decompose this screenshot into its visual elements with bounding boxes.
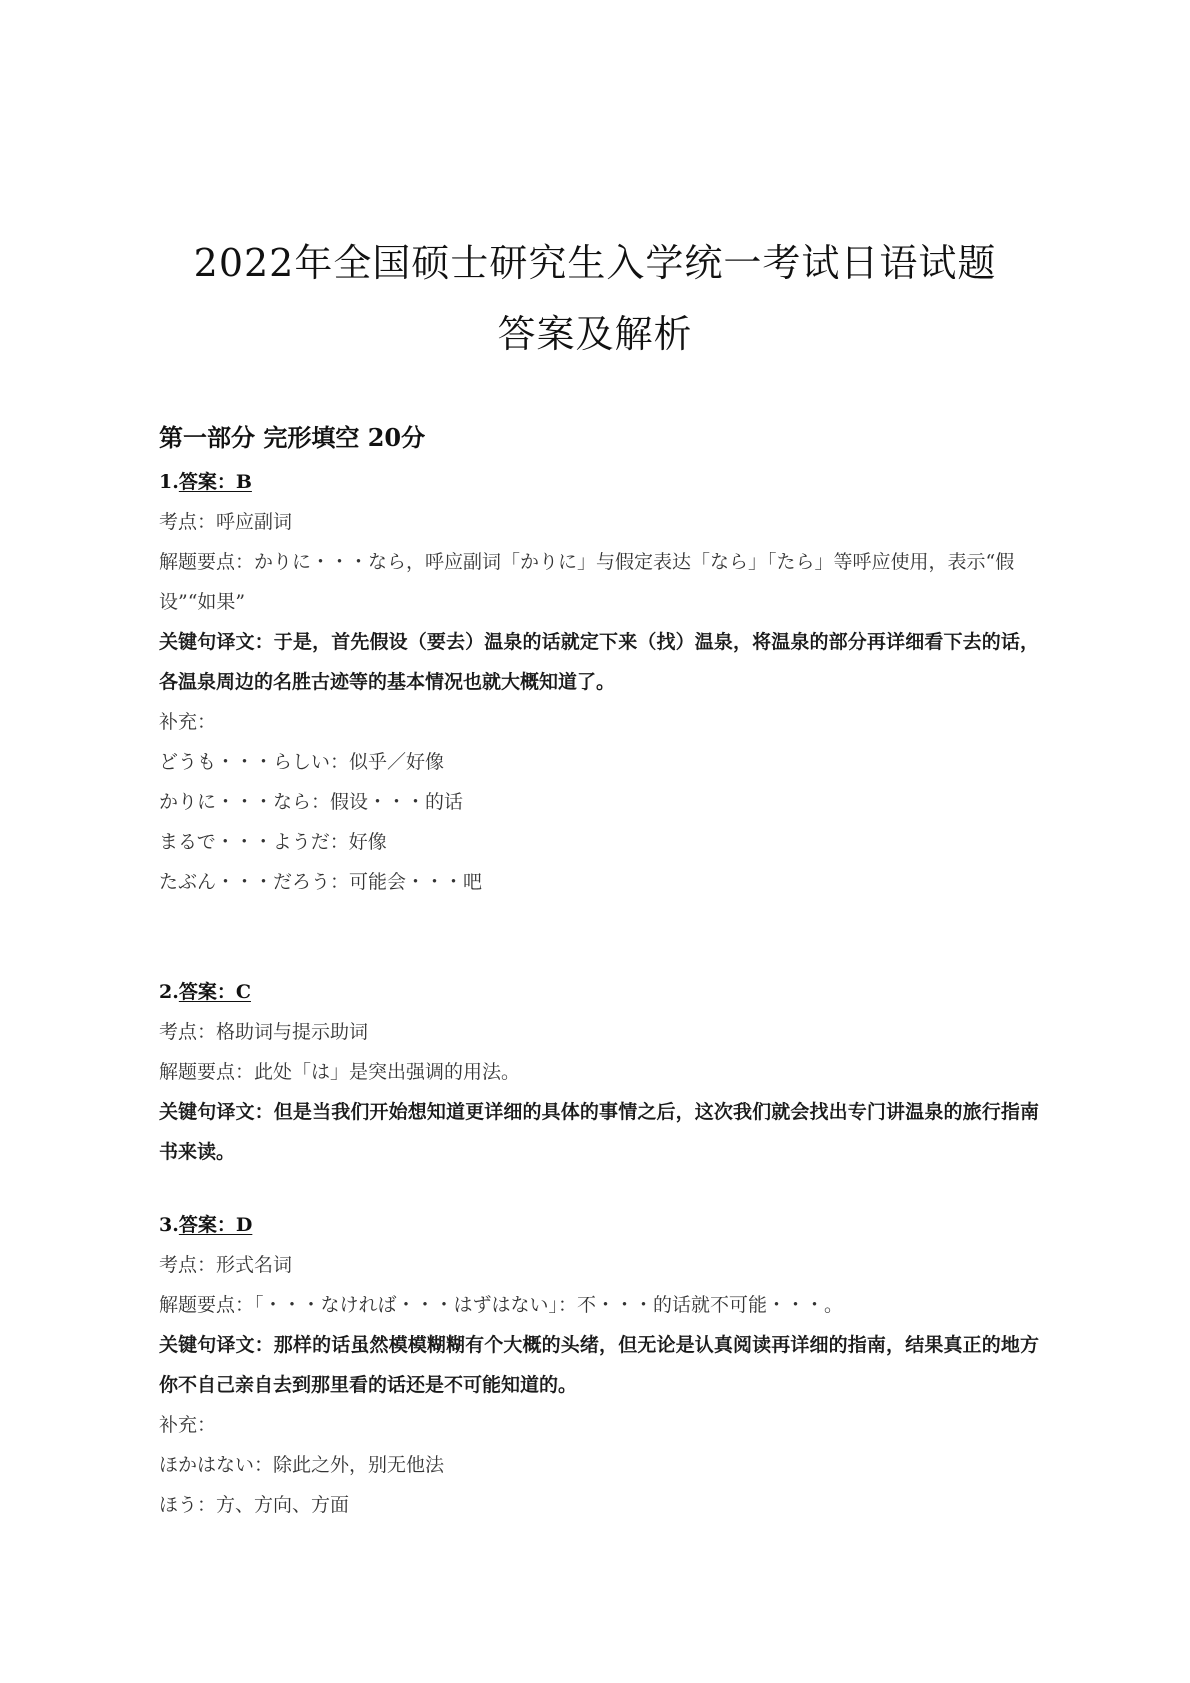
question-3-answer: 答案：D (178, 1214, 253, 1236)
section-heading: 第一部分 完形填空 20分 (159, 423, 426, 452)
question-3-supplement-label: 补充： (159, 1414, 217, 1436)
question-3-kaoten: 考点：形式名词 (159, 1254, 293, 1276)
supplement-item: どうも・・・らしい：似乎／好像 (159, 751, 445, 773)
question-2-answer: 答案：C (178, 981, 251, 1003)
question-3-jieti: 解题要点：「・・・なければ・・・はずはない」：不・・・的话就不可能・・・。 (159, 1294, 844, 1316)
document-title: 2022年全国硕士研究生入学统一考试日语试题 (193, 241, 997, 285)
supplement-item: ほかはない：除此之外，别无他法 (159, 1454, 445, 1476)
question-3-key-translation: 关键句译文：那样的话虽然模模糊糊有个大概的头绪，但无论是认真阅读再详细的指南，结果真正的地方你不自己亲自去到那里看的话还是不可能知道的。 (159, 1334, 1039, 1396)
question-2-block (159, 972, 1039, 1172)
question-1-supplement-label: 补充： (159, 711, 217, 733)
document-subtitle: 答案及解析 (497, 312, 693, 356)
question-3-block (159, 1205, 1039, 1525)
supplement-item: まるで・・・ようだ：好像 (159, 831, 387, 853)
question-1-kaoten: 考点：呼应副词 (159, 511, 293, 533)
supplement-item: かりに・・・なら：假设・・・的话 (159, 791, 464, 813)
question-1-block (159, 462, 1039, 902)
question-2-kaoten: 考点：格助词与提示助词 (159, 1021, 369, 1043)
question-2-number: 2. (159, 981, 179, 1003)
question-1-jieti: 解题要点：かりに・・・なら，呼应副词「かりに」与假定表达「なら」「たら」等呼应使用，表示“假设”“如果” (159, 551, 1015, 613)
question-2-jieti: 解题要点：此处「は」是突出强调的用法。 (159, 1061, 521, 1083)
question-2-key-translation: 关键句译文：但是当我们开始想知道更详细的具体的事情之后，这次我们就会找出专门讲温泉的旅行指南书来读。 (159, 1101, 1039, 1163)
question-3-answer-heading (159, 1205, 1039, 1245)
question-1-number: 1. (159, 471, 179, 493)
question-1-answer: 答案：B (178, 471, 252, 493)
question-2-answer-heading (159, 972, 1039, 1012)
question-1-key-translation: 关键句译文：于是，首先假设（要去）温泉的话就定下来（找）温泉，将温泉的部分再详细看下去的话，各温泉周边的名胜古迹等的基本情况也就大概知道了。 (159, 631, 1039, 693)
supplement-item: ほう：方、方向、方面 (159, 1494, 350, 1516)
question-3-number: 3. (159, 1214, 179, 1236)
supplement-item: たぶん・・・だろう：可能会・・・吧 (159, 871, 483, 893)
question-1-answer-heading (159, 462, 1039, 502)
